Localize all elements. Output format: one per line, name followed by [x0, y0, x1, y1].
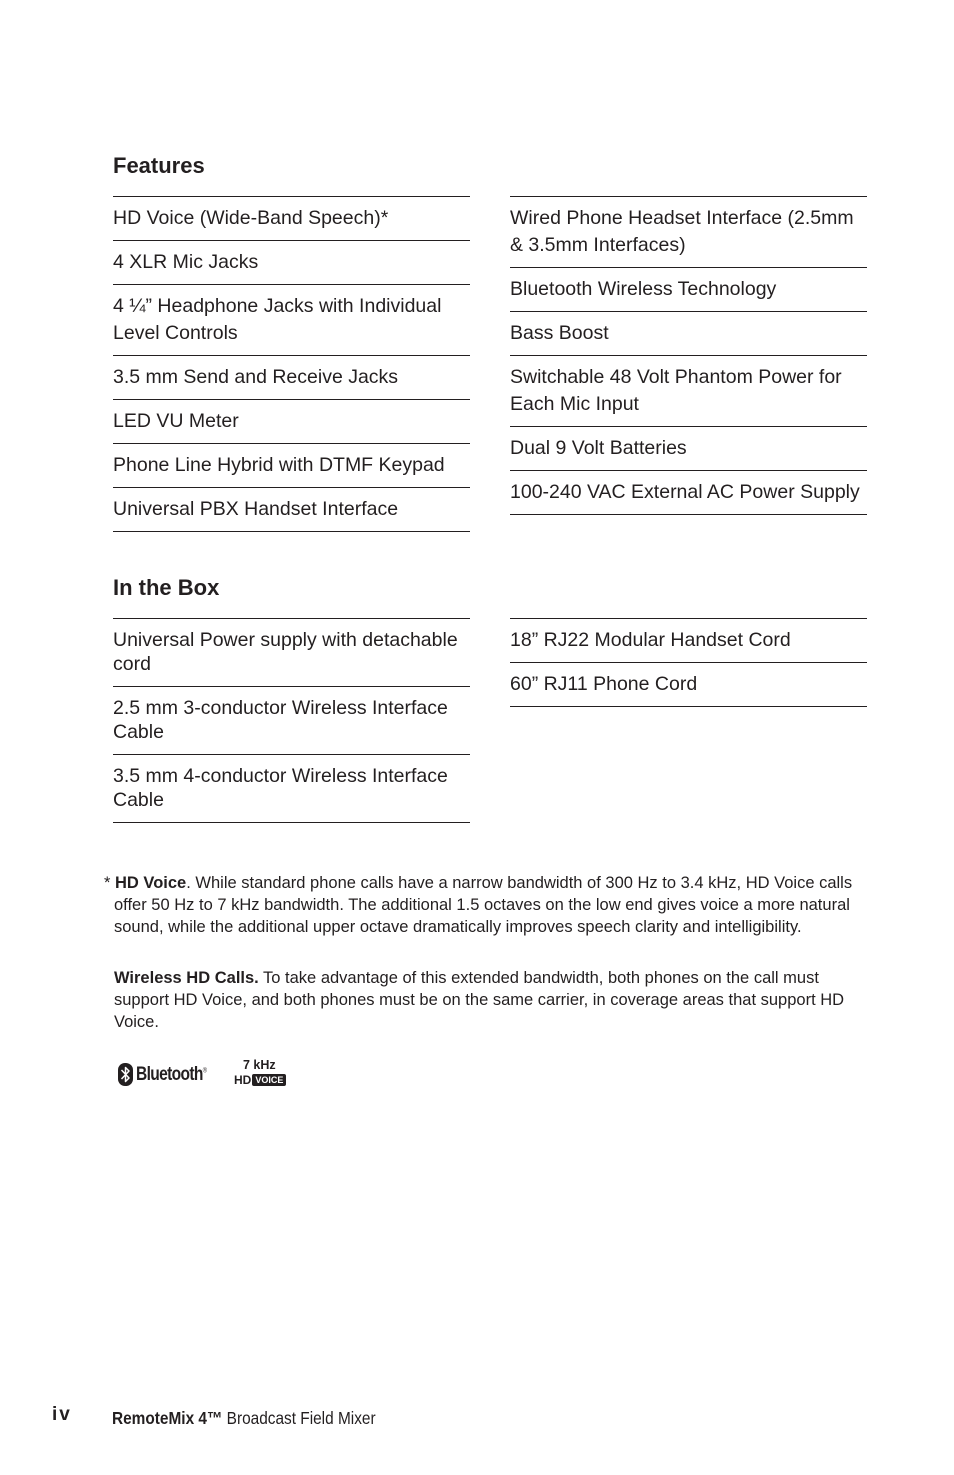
page-footer: [112, 1408, 376, 1429]
bluetooth-logo: [118, 1063, 222, 1086]
footnote-text: To take advantage of this extended bandwidth, both phones on the call must support HD Voice, and both phones must be on the same carrier, in coverage areas that support HD Voice.: [114, 969, 845, 1031]
features-heading: Features: [113, 153, 205, 178]
hd-voice-khz: 7 kHz: [243, 1058, 276, 1072]
features-right-list: [510, 196, 867, 515]
footnote-text: . While standard phone calls have a narrow bandwidth of 300 Hz to 3.4 kHz, HD Voice calls offer 50 Hz to 7 kHz bandwidth. The additional 1.5 octaves on the low end gives voice a more natural sound, while the additional upper octave dramatically improves speech clarity and intelligibility.: [114, 874, 853, 936]
bluetooth-wordmark: Bluetooth®: [136, 1063, 207, 1085]
list-item: 2.5 mm 3-conductor Wireless Interface Cable: [113, 687, 470, 755]
page-number: iv: [52, 1404, 72, 1425]
list-item: 100-240 VAC External AC Power Supply: [510, 471, 867, 515]
list-item: Universal PBX Handset Interface: [113, 488, 470, 532]
list-item: 4 XLR Mic Jacks: [113, 241, 470, 285]
footnote-hd-voice: [104, 873, 864, 938]
hd-voice-badge: VOICE: [252, 1074, 286, 1086]
in-the-box-right-list: [510, 618, 867, 707]
list-item: 3.5 mm Send and Receive Jacks: [113, 356, 470, 400]
features-left-list: [113, 196, 470, 532]
list-item: 18” RJ22 Modular Handset Cord: [510, 619, 867, 663]
list-item: Universal Power supply with detachable cord: [113, 619, 470, 687]
list-item: Bass Boost: [510, 312, 867, 356]
footnote-wireless-hd-calls: [104, 968, 864, 1033]
list-item: Dual 9 Volt Batteries: [510, 427, 867, 471]
hd-voice-logo: [234, 1058, 294, 1090]
bluetooth-icon: [118, 1063, 133, 1086]
list-item: 60” RJ11 Phone Cord: [510, 663, 867, 707]
list-item: Phone Line Hybrid with DTMF Keypad: [113, 444, 470, 488]
footnote-marker: *: [104, 874, 111, 892]
product-name: RemoteMix 4™: [112, 1408, 223, 1428]
hd-voice-hd: HD: [234, 1073, 252, 1087]
in-the-box-left-list: [113, 618, 470, 823]
list-item: LED VU Meter: [113, 400, 470, 444]
list-item: 4 ¼” Headphone Jacks with Individual Level Controls: [113, 285, 470, 356]
list-item: 3.5 mm 4-conductor Wireless Interface Cable: [113, 755, 470, 823]
footnote-term: Wireless HD Calls.: [114, 969, 259, 987]
list-item: HD Voice (Wide-Band Speech)*: [113, 197, 470, 241]
footnote-term: HD Voice: [115, 874, 187, 892]
in-the-box-heading: In the Box: [113, 575, 220, 600]
list-item: Switchable 48 Volt Phantom Power for Each Mic Input: [510, 356, 867, 427]
list-item: Bluetooth Wireless Technology: [510, 268, 867, 312]
list-item: Wired Phone Headset Interface (2.5mm & 3.5mm Interfaces): [510, 197, 867, 268]
product-subtitle: Broadcast Field Mixer: [222, 1408, 376, 1428]
